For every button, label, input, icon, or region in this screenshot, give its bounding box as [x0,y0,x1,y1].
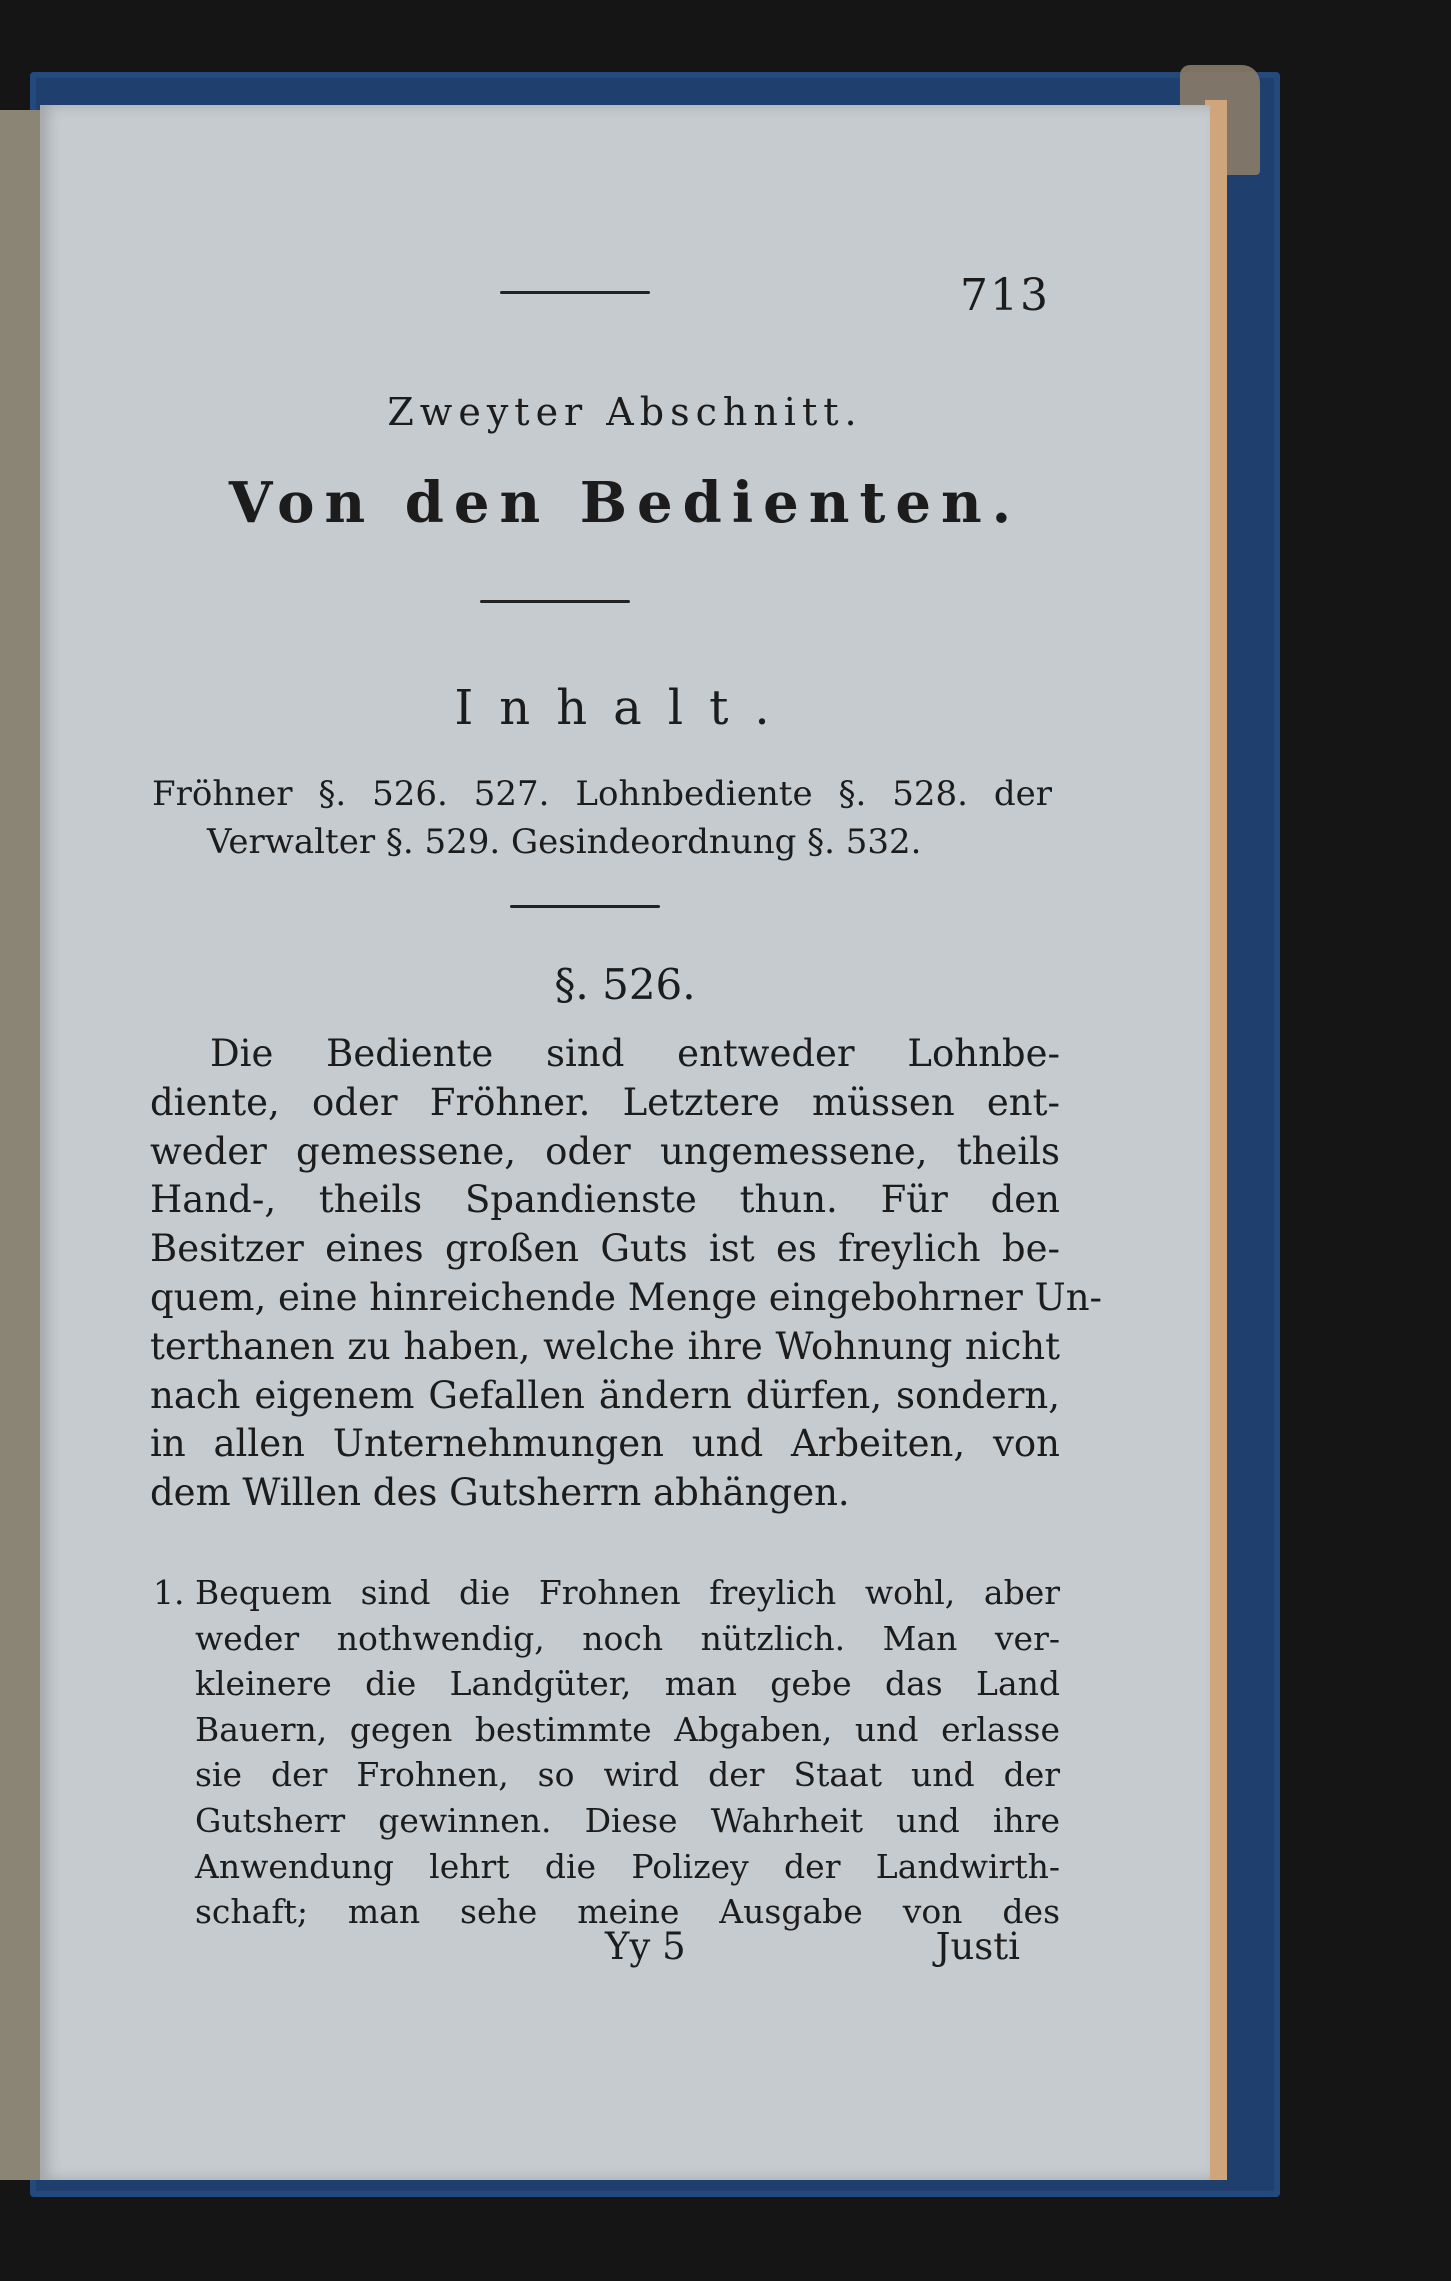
book-page [40,105,1210,2180]
body-line: quem, eine hinreichende Menge eingebohrner Un- [150,1275,1103,1319]
catchword: Justi [935,1925,1020,1968]
body-line: Die Bediente sind entweder Lohnbe- [210,1032,1060,1075]
footnote [153,1570,1060,1935]
body-line: diente, oder Fröhner. Letztere müssen ent- [150,1080,1060,1124]
body-line: terthanen zu haben, welche ihre Wohnung nicht [150,1324,1060,1368]
footnote-line: Anwendung lehrt die Polizey der Landwirth- [195,1846,1060,1886]
footnote-line: Gutsherr gewinnen. Diese Wahrheit und ihre [195,1800,1060,1840]
contents-line: Verwalter §. 529. Gesindeordnung §. 532. [207,822,922,862]
footnote-line: weder nothwendig, noch nützlich. Man ver- [195,1618,1060,1658]
footnote-line: schaft; man sehe meine Ausgabe von des [195,1892,1060,1932]
body-line: weder gemessene, oder ungemessene, theils [150,1129,1060,1173]
footnote-line: kleinere die Landgüter, man gebe das Land [195,1664,1060,1704]
footnote-number: 1. [153,1573,185,1612]
title-rule [480,600,630,603]
footnote-line: sie der Frohnen, so wird der Staat und der [195,1755,1060,1795]
section-label: Zweyter Abschnitt. [387,390,863,434]
paragraph-marker: §. 526. [554,960,696,1009]
body-line: nach eigenem Gefallen ändern dürfen, sondern, [150,1373,1060,1417]
signature-mark: Yy 5 [605,1925,686,1968]
contents-summary [152,770,1052,866]
body-line: dem Willen des Gutsherrn abhängen. [150,1471,850,1515]
book-spine [0,110,40,2180]
chapter-title: Von den Bedienten. [228,470,1022,536]
footnote-line: Bequem sind die Frohnen freylich wohl, aber [195,1573,1060,1612]
body-line: Hand-, theils Spandienste thun. Für den [150,1178,1060,1222]
header-rule [500,291,650,294]
contents-heading: Inhalt. [454,680,796,736]
footnote-line: Bauern, gegen bestimmte Abgaben, und erlasse [195,1709,1060,1749]
contents-rule [510,905,660,908]
page-number: 713 [960,270,1050,321]
contents-line: Fröhner §. 526. 527. Lohnbediente §. 528. der [152,774,1052,814]
body-line: Besitzer eines großen Guts ist es freylich be- [150,1227,1060,1271]
body-paragraph [150,1030,1103,1518]
body-line: in allen Unternehmungen und Arbeiten, von [150,1422,1060,1466]
